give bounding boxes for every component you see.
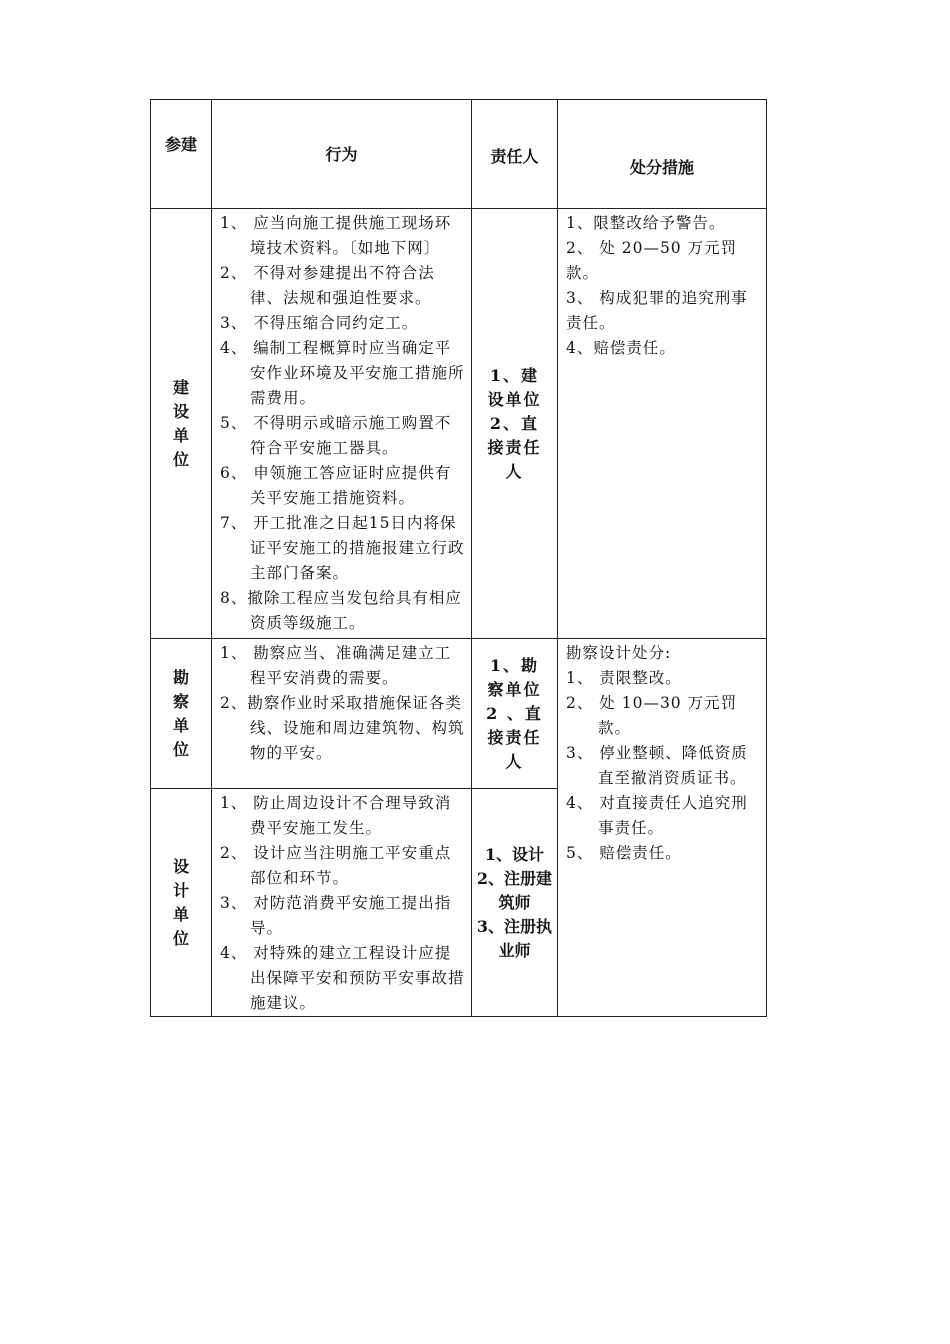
list-item: 1、限整改给予警告。	[566, 214, 726, 232]
list-item: 2、 处 10—30 万元罚款。	[566, 694, 738, 737]
measures-title: 勘察设计处分:	[566, 644, 672, 662]
list-item: 1、 应当向施工提供施工现场环境技术资料。〔如地下网〕	[220, 214, 452, 257]
party-design: 设计单位	[151, 789, 212, 1017]
responsible-survey: 1、勘察单位 2 、直接责任人	[472, 639, 558, 789]
list-item: 1、 勘察应当、准确满足建立工程平安消费的需要。	[220, 644, 452, 687]
list-item: 8、撤除工程应当发包给具有相应资质等级施工。	[220, 589, 462, 632]
responsible-build: 1、建设单位 2、直接责任人	[472, 209, 558, 639]
header-behavior: 行为	[212, 100, 472, 209]
list-item: 4、 对直接责任人追究刑事责任。	[566, 794, 748, 837]
list-item: 3、 不得压缩合同约定工。	[220, 314, 419, 332]
list-item: 3、 对防范消费平安施工提出指导。	[220, 894, 452, 937]
list-item: 2、 设计应当注明施工平安重点部位和环节。	[220, 844, 452, 887]
header-party: 参建	[151, 100, 212, 209]
list-item: 1、 防止周边设计不合理导致消费平安施工发生。	[220, 794, 452, 837]
behavior-survey	[212, 639, 472, 789]
table-row-survey	[151, 639, 767, 789]
party-survey: 勘察单位	[151, 639, 212, 789]
header-measures: 处分措施	[558, 100, 767, 209]
measures-build	[558, 209, 767, 639]
list-item: 4、赔偿责任。	[566, 339, 676, 357]
measures-survey-design	[558, 639, 767, 1017]
list-item: 5、 不得明示或暗示施工购置不符合平安施工器具。	[220, 414, 452, 457]
penalty-table	[150, 99, 767, 1017]
list-item: 1、 责限整改。	[566, 669, 682, 687]
responsible-design: 1、设计 2、注册建筑师 3、注册执业师	[472, 789, 558, 1017]
header-row	[151, 100, 767, 209]
list-item: 3、 构成犯罪的追究刑事责任。	[566, 289, 748, 332]
behavior-build	[212, 209, 472, 639]
list-item: 2、勘察作业时采取措施保证各类线、设施和周边建筑物、构筑物的平安。	[220, 694, 465, 762]
party-build: 建设单位	[151, 209, 212, 639]
list-item: 4、 对特殊的建立工程设计应提出保障平安和预防平安事故措施建议。	[220, 944, 465, 1012]
list-item: 7、 开工批准之日起15日内将保证平安施工的措施报建立行政主部门备案。	[220, 514, 465, 582]
table-row-build	[151, 209, 767, 639]
list-item: 2、 处 20—50 万元罚款。	[566, 239, 738, 282]
list-item: 4、 编制工程概算时应当确定平安作业环境及平安施工措施所需费用。	[220, 339, 465, 407]
list-item: 3、 停业整顿、降低资质直至撤消资质证书。	[566, 744, 748, 787]
list-item: 5、 赔偿责任。	[566, 844, 682, 862]
header-responsible: 责任人	[472, 100, 558, 209]
behavior-design	[212, 789, 472, 1017]
list-item: 6、 申领施工答应证时应提供有关平安施工措施资料。	[220, 464, 452, 507]
list-item: 2、 不得对参建提出不符合法律、法规和强迫性要求。	[220, 264, 435, 307]
